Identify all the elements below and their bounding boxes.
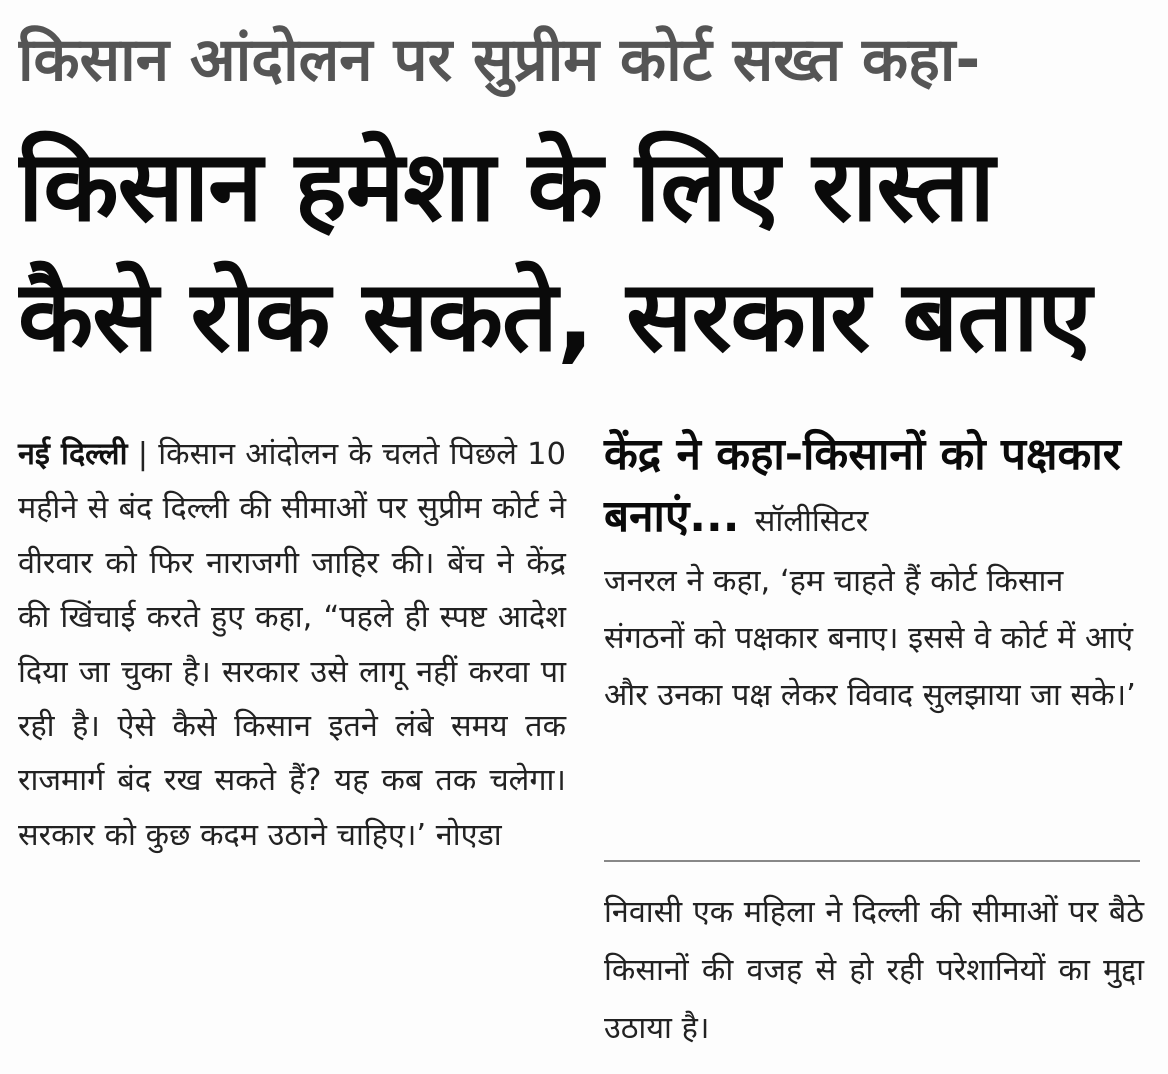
- main-headline: [18, 122, 1158, 382]
- dateline: नई दिल्ली: [18, 437, 128, 472]
- headline-line-2: कैसे रोक सकते, सरकार बताए: [18, 260, 1091, 374]
- dateline-separator: |: [137, 437, 149, 472]
- left-column-body: [18, 428, 566, 863]
- kicker-headline: किसान आंदोलन पर सुप्रीम कोर्ट सख्त कहा-: [18, 25, 981, 95]
- headline-line-1: किसान हमेशा के लिए रास्ता: [18, 130, 994, 244]
- right-body-text-top: जनरल ने कहा, ‘हम चाहते हैं कोर्ट किसान संगठनों को पक्षकार बनाए। इससे वे कोर्ट में आएं और उनका पक्ष लेकर विवाद सुलझाया जा सके।’: [604, 564, 1136, 713]
- right-column-top: [604, 424, 1144, 724]
- left-body-text: किसान आंदोलन के चलते पिछले 10 महीने से बंद दिल्ली की सीमाओं पर सुप्रीम कोर्ट ने वीरवार को फिर नाराजगी जाहिर की। बेंच ने केंद्र की खिंचाई करते हुए कहा, “पहले ही स्पष्ट आदेश दिया जा चुका है। सरकार उसे लागू नहीं करवा पा रही है। ऐसे कैसे किसान इतने लंबे समय तक राजमार्ग बंद रख सकते हैं? यह कब तक चलेगा। सरकार को कुछ कदम उठाने चाहिए।’ नोएडा: [18, 437, 566, 853]
- right-body-text-bottom: निवासी एक महिला ने दिल्ली की सीमाओं पर बैठे किसानों की वजह से हो रही परेशानियों का मुद्दा उठाया है।: [604, 895, 1144, 1046]
- subhead-tail-text: सॉलीसिटर: [754, 504, 869, 539]
- column-divider-rule: [604, 860, 1140, 862]
- subhead: [604, 424, 1144, 553]
- subhead-text: केंद्र ने कहा-किसानों को पक्षकार बनाएं...: [604, 429, 1121, 542]
